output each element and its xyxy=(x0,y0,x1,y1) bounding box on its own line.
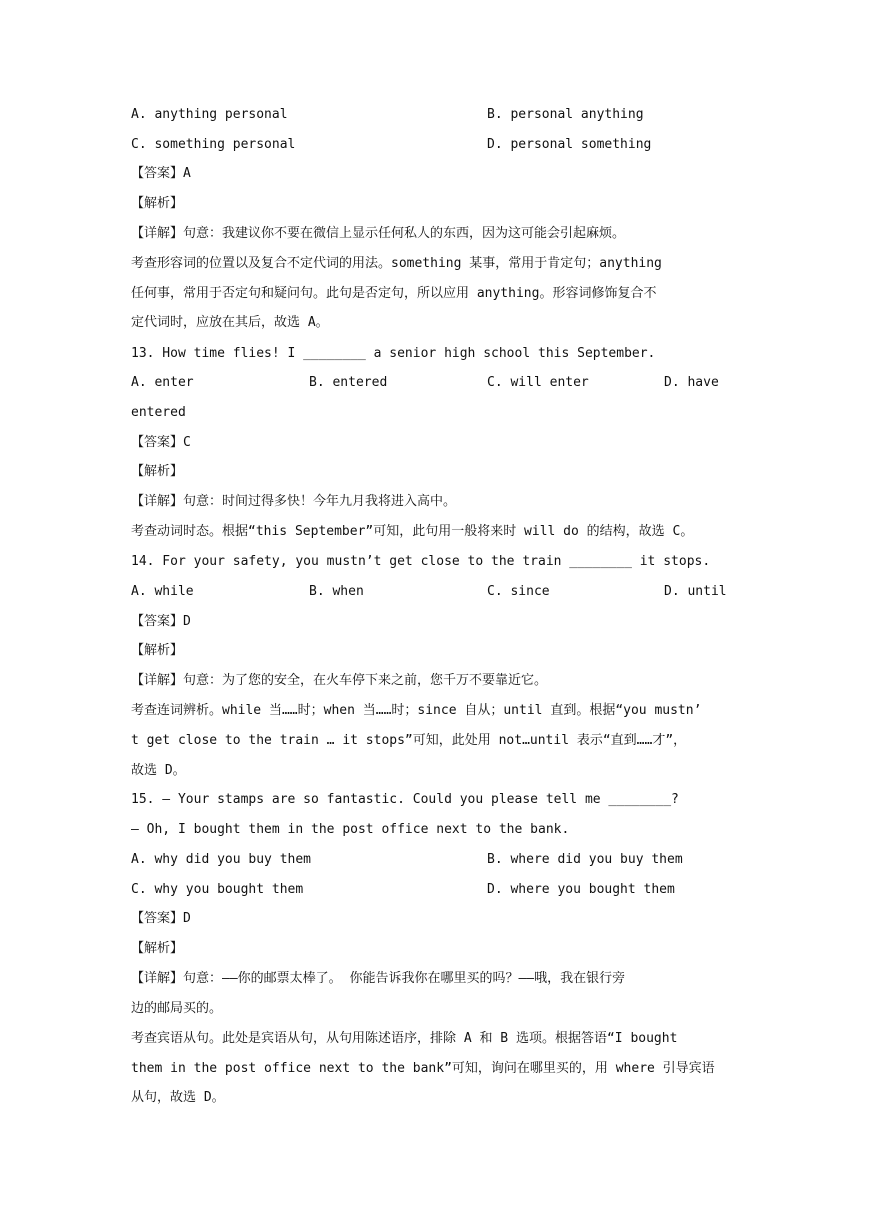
q13-option-b: B. entered xyxy=(309,375,388,390)
q15-analysis-heading: 【解析】 xyxy=(131,941,184,956)
q12-analysis-heading: 【解析】 xyxy=(131,196,184,211)
q15-answer: 【答案】D xyxy=(131,911,191,926)
q14-option-c: C. since xyxy=(487,584,550,599)
q13-answer: 【答案】C xyxy=(131,435,191,450)
q13-stem: 13. How time flies! I ________ a senior high school this September. xyxy=(131,346,656,361)
q13-option-d-wrap: entered xyxy=(131,405,186,420)
q15-explain-line-2: them in the post office next to the bank”可知，询问在哪里买的，用 where 引导宾语 xyxy=(131,1061,715,1076)
q12-explain-line-1: 考查形容词的位置以及复合不定代词的用法。something 某事，常用于肯定句；anything xyxy=(131,256,662,271)
q13-option-d: D. have xyxy=(664,375,719,390)
q15-option-b: B. where did you buy them xyxy=(487,852,683,867)
q12-detail: 【详解】句意：我建议你不要在微信上显示任何私人的东西，因为这可能会引起麻烦。 xyxy=(131,226,626,241)
q14-option-d: D. until xyxy=(664,584,727,599)
q12-option-d: D. personal something xyxy=(487,137,652,152)
q15-option-d: D. where you bought them xyxy=(487,882,675,897)
q12-explain-line-3: 定代词时，应放在其后，故选 A。 xyxy=(131,315,329,330)
q13-detail: 【详解】句意：时间过得多快！今年九月我将进入高中。 xyxy=(131,494,457,509)
q14-explain-line-3: 故选 D。 xyxy=(131,763,186,778)
q13-explain-line-1: 考查动词时态。根据“this September”可知，此句用一般将来时 will do 的结构，故选 C。 xyxy=(131,524,694,539)
q14-option-a: A. while xyxy=(131,584,194,599)
q14-stem: 14. For your safety, you mustn’t get close to the train ________ it stops. xyxy=(131,554,711,569)
q15-stem: 15. — Your stamps are so fantastic. Could you please tell me ________? xyxy=(131,792,679,807)
q15-explain-line-3: 从句，故选 D。 xyxy=(131,1090,225,1105)
q15-option-a: A. why did you buy them xyxy=(131,852,312,867)
q13-option-c: C. will enter xyxy=(487,375,589,390)
q15-detail-line-2: 边的邮局买的。 xyxy=(131,1001,223,1016)
q12-explain-line-2: 任何事，常用于否定句和疑问句。此句是否定句，所以应用 anything。形容词修饰复合不 xyxy=(131,286,657,301)
q12-option-a: A. anything personal xyxy=(131,107,288,122)
q12-option-b: B. personal anything xyxy=(487,107,644,122)
q14-answer: 【答案】D xyxy=(131,614,191,629)
q14-option-b: B. when xyxy=(309,584,364,599)
q15-explain-line-1: 考查宾语从句。此处是宾语从句，从句用陈述语序，排除 A 和 B 选项。根据答语“I bought xyxy=(131,1031,678,1046)
q13-option-a: A. enter xyxy=(131,375,194,390)
q14-explain-line-1: 考查连词辨析。while 当……时；when 当……时；since 自从；until 直到。根据“you mustn’ xyxy=(131,703,702,718)
q14-analysis-heading: 【解析】 xyxy=(131,643,184,658)
q15-detail-line-1: 【详解】句意：——你的邮票太棒了。 你能告诉我你在哪里买的吗？——哦，我在银行旁 xyxy=(131,971,626,986)
q15-stem-reply: — Oh, I bought them in the post office next to the bank. xyxy=(131,822,570,837)
q14-detail: 【详解】句意：为了您的安全，在火车停下来之前，您千万不要靠近它。 xyxy=(131,673,548,688)
q12-answer: 【答案】A xyxy=(131,166,191,181)
q12-option-c: C. something personal xyxy=(131,137,296,152)
q15-option-c: C. why you bought them xyxy=(131,882,304,897)
q13-analysis-heading: 【解析】 xyxy=(131,464,184,479)
q14-explain-line-2: t get close to the train … it stops”可知，此处用 not…until 表示“直到……才”， xyxy=(131,733,687,748)
